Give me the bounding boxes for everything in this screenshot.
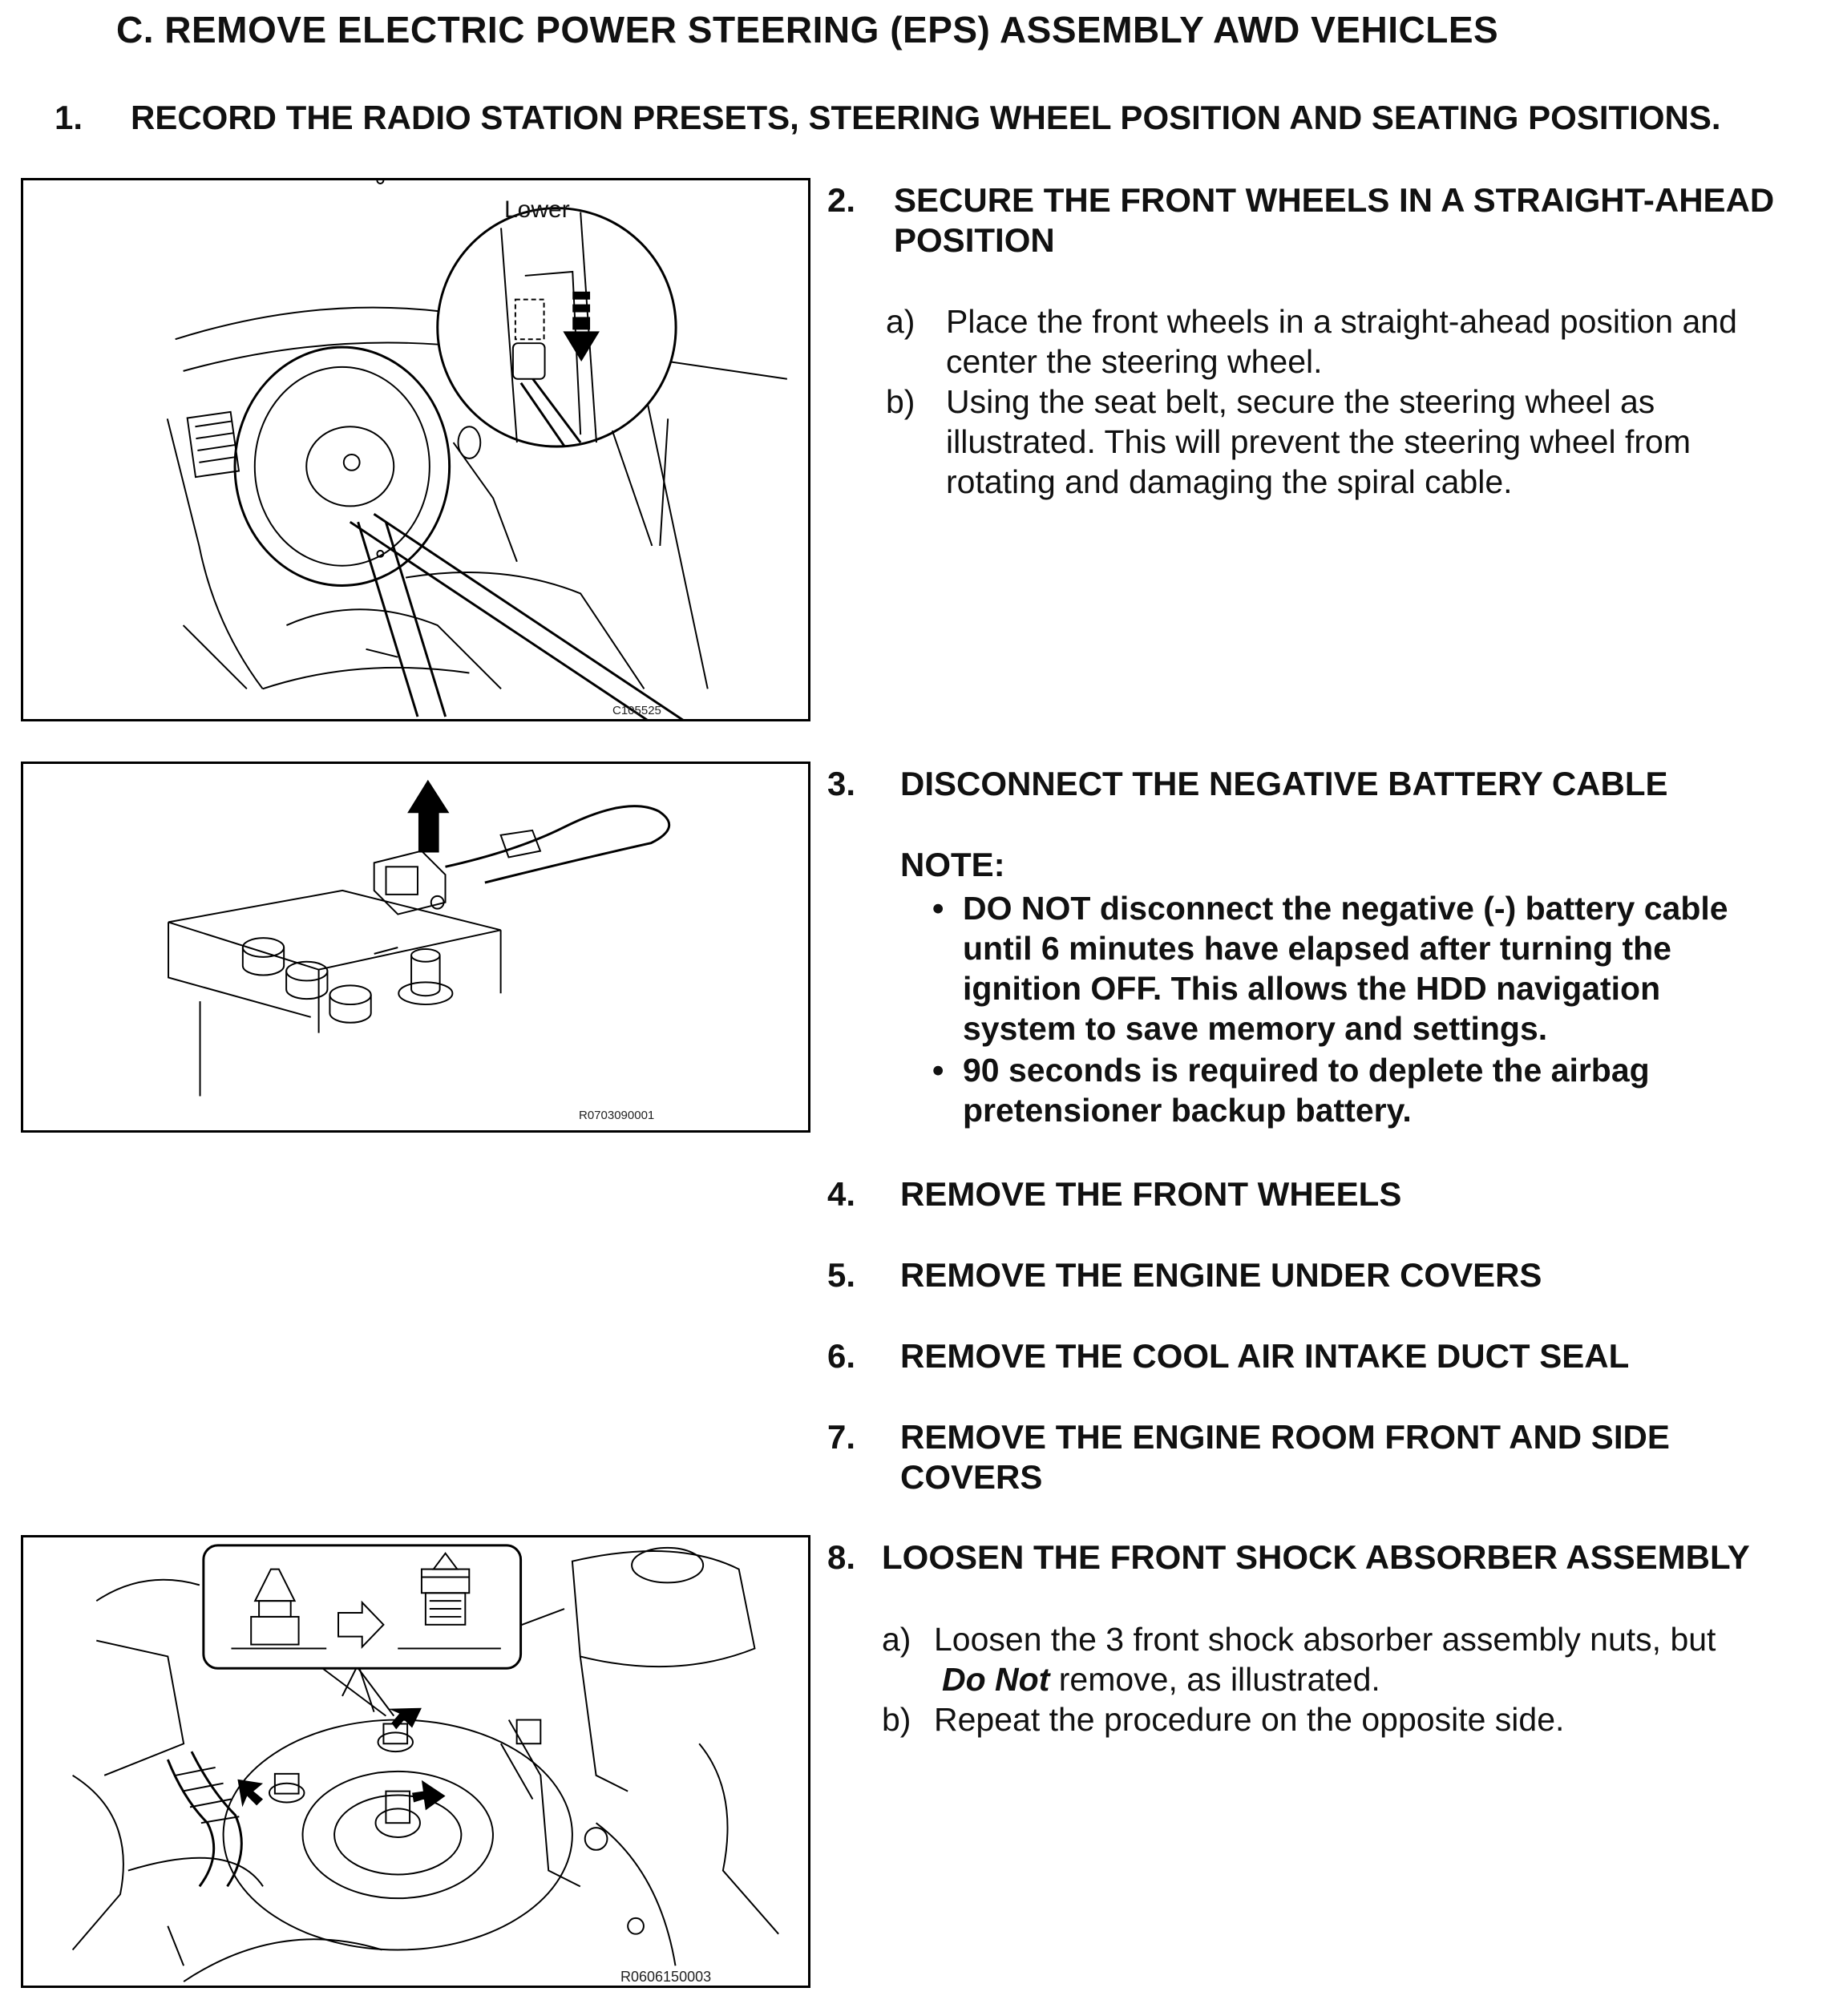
do-not-emphasis: Do Not <box>942 1661 1050 1698</box>
sub-text-line <box>934 1659 1716 1699</box>
step-6-number: 6. <box>827 1337 856 1375</box>
figure-shock-id: R0606150003 <box>620 1969 712 1985</box>
figure-battery <box>21 762 810 1133</box>
bullet-line: system to save memory and settings. <box>963 1010 1548 1047</box>
bullet-line: ignition OFF. This allows the HDD navigation <box>963 970 1661 1007</box>
bullet-line: 90 seconds is required to deplete the airbag <box>963 1052 1650 1089</box>
figure-battery-id: R0703090001 <box>579 1109 655 1122</box>
bullet-line: pretensioner backup battery. <box>963 1092 1412 1129</box>
step-7-title-line2: COVERS <box>900 1458 1043 1496</box>
figure-steering-wheel <box>21 178 810 721</box>
sub-text-line: Loosen the 3 front shock absorber assembly nuts, but <box>934 1621 1716 1658</box>
step-8-number: 8. <box>827 1538 856 1576</box>
sub-text-line: center the steering wheel. <box>946 343 1323 380</box>
sub-text-rest: remove, as illustrated. <box>1049 1661 1380 1698</box>
sub-label: a) <box>886 303 915 340</box>
battery-illustration <box>23 764 808 1130</box>
steering-wheel-illustration <box>23 180 808 719</box>
step-4-number: 4. <box>827 1175 856 1213</box>
sub-text-line: rotating and damaging the spiral cable. <box>946 463 1513 500</box>
sub-label: b) <box>882 1701 911 1738</box>
bullet-dot: • <box>932 890 944 927</box>
sub-text-line: illustrated. This will prevent the steering wheel from <box>946 423 1691 460</box>
sub-text-line: Repeat the procedure on the opposite side. <box>934 1701 1565 1738</box>
sub-text-line: Using the seat belt, secure the steering wheel as <box>946 383 1655 420</box>
note-label: NOTE: <box>900 846 1005 883</box>
step-1-number: 1. <box>55 99 83 136</box>
figure-lower-label: Lower <box>504 196 570 223</box>
step-8-title: LOOSEN THE FRONT SHOCK ABSORBER ASSEMBLY <box>882 1538 1750 1576</box>
sub-label: a) <box>882 1621 911 1658</box>
step-7-title-line1: REMOVE THE ENGINE ROOM FRONT AND SIDE <box>900 1418 1670 1456</box>
step-2-number: 2. <box>827 181 856 219</box>
step-2-title-line1: SECURE THE FRONT WHEELS IN A STRAIGHT-AHEAD <box>894 181 1775 219</box>
step-5-number: 5. <box>827 1256 856 1294</box>
step-4-title: REMOVE THE FRONT WHEELS <box>900 1175 1402 1213</box>
step-5-title: REMOVE THE ENGINE UNDER COVERS <box>900 1256 1542 1294</box>
step-3-number: 3. <box>827 765 856 802</box>
figure-steering-id: C105525 <box>612 704 661 717</box>
figure-shock-absorber <box>21 1535 810 1988</box>
step-2-title-line2: POSITION <box>894 221 1055 259</box>
step-1-title: RECORD THE RADIO STATION PRESETS, STEERING WHEEL POSITION AND SEATING POSITIONS. <box>131 99 1721 136</box>
bullet-dot: • <box>932 1052 944 1089</box>
step-7-number: 7. <box>827 1418 856 1456</box>
step-3-title: DISCONNECT THE NEGATIVE BATTERY CABLE <box>900 765 1668 802</box>
sub-text-line: Place the front wheels in a straight-ahead position and <box>946 303 1737 340</box>
step-6-title: REMOVE THE COOL AIR INTAKE DUCT SEAL <box>900 1337 1630 1375</box>
bullet-line: DO NOT disconnect the negative (-) battery cable <box>963 890 1728 927</box>
shock-absorber-illustration <box>23 1537 808 1986</box>
section-title: C. REMOVE ELECTRIC POWER STEERING (EPS) ASSEMBLY AWD VEHICLES <box>116 9 1499 51</box>
bullet-line: until 6 minutes have elapsed after turning the <box>963 930 1671 967</box>
sub-label: b) <box>886 383 915 420</box>
